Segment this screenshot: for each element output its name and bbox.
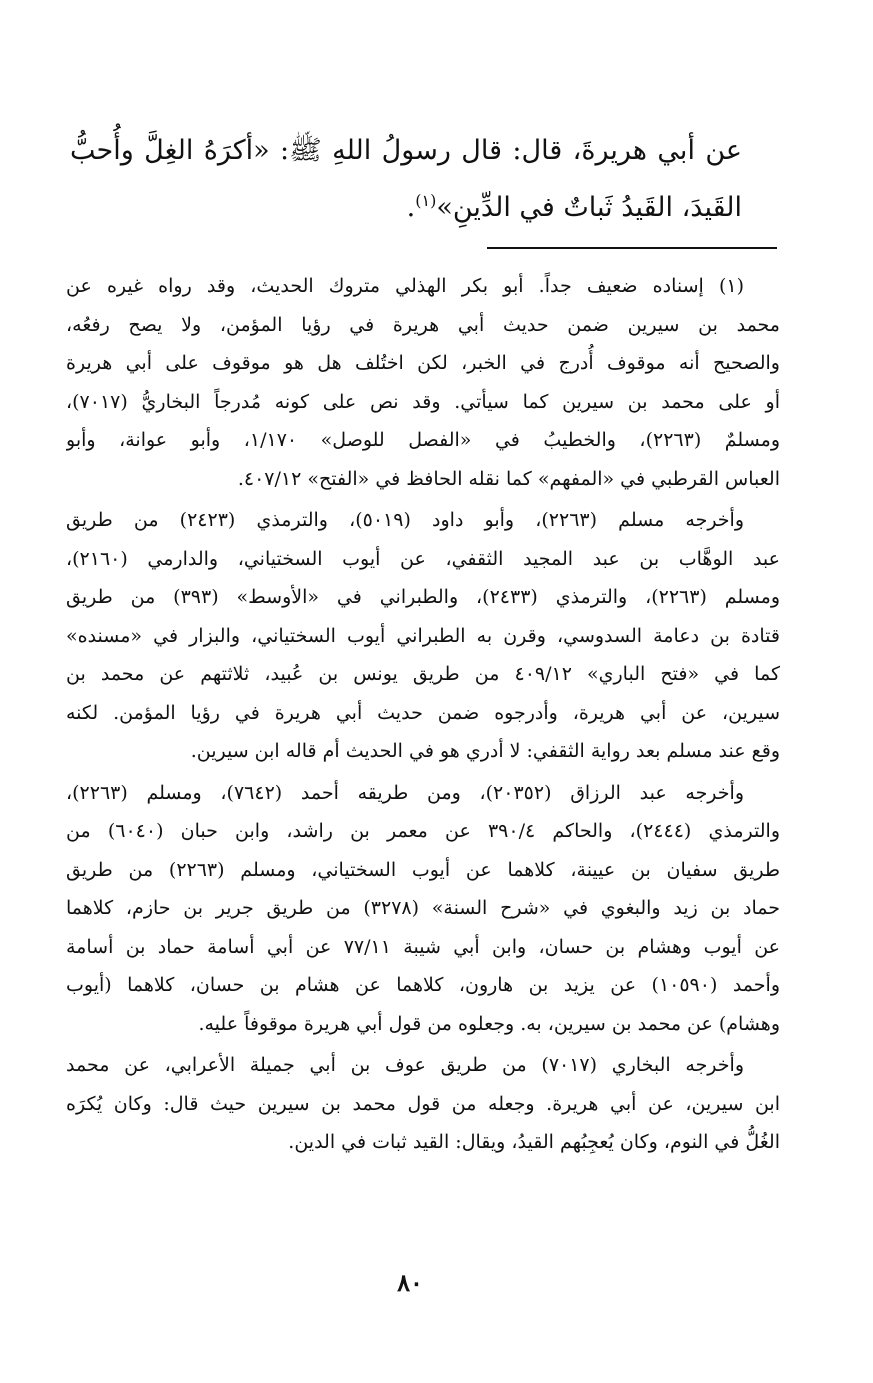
hadith-end-mark: . — [406, 192, 416, 223]
footnote-line: وهشام) عن محمد بن سيرين، به. وجعلوه من قول أبي هريرة موقوفاً عليه. — [198, 1012, 780, 1035]
footnote-separator — [487, 247, 777, 249]
footnote-line: ومسلمٌ (٢٢٦٣)، والخطيبُ في «الفصل للوصل» ١/١٧٠، وأبو عوانة، وأبو — [66, 429, 780, 451]
footnote-line: وقع عند مسلم بعد رواية الثقفي: لا أدري هو في الحديث أم قاله ابن سيرين. — [190, 740, 780, 762]
footnotes-section — [66, 267, 780, 1162]
hadith-text — [70, 122, 742, 236]
footnote-paragraph — [66, 501, 780, 771]
page-number: ٨٠ — [397, 1268, 423, 1297]
footnote-line: عن أيوب وهشام بن حسان، وابن أبي شيبة ٧٧/١١ عن أبي أسامة حماد بن أسامة — [66, 935, 780, 958]
footnote-line: سيرين، عن أبي هريرة، وأدرجوه ضمن حديث أبي هريرة في رؤيا المؤمن. لكنه — [66, 701, 780, 724]
footnote-line: (١) إسناده ضعيف جداً. أبو بكر الهذلي متروك الحديث، وقد رواه غيره عن — [66, 275, 744, 297]
footnote-line: قتادة بن دعامة السدوسي، وقرن به الطبراني أيوب السختياني، والبزار في «مسنده» — [66, 624, 780, 647]
footnote-paragraph — [66, 774, 780, 1044]
footnote-line: وأخرجه البخاري (٧٠١٧) من طريق عوف بن أبي جميلة الأعرابي، عن محمد — [66, 1054, 744, 1076]
footnote-line: والترمذي (٢٤٤٤)، والحاكم ٣٩٠/٤ عن معمر بن راشد، وابن حبان (٦٠٤٠) من — [66, 820, 780, 842]
footnote-line: وأخرجه مسلم (٢٢٦٣)، وأبو داود (٥٠١٩)، والترمذي (٢٤٢٣) من طريق — [66, 509, 744, 531]
hadith-body: عن أبي هريرةَ، قال: قال رسولُ اللهِ ﷺ: «أكرَهُ الغِلَّ وأُحبُّ القَيدَ، القَيدُ ثَباتٌ في الدِّينِ» — [70, 135, 742, 223]
footnote-line: كما في «فتح الباري» ٤٠٩/١٢ من طريق يونس بن عُبيد، ثلاثتهم عن محمد بن — [66, 663, 780, 685]
footnote-line: طريق سفيان بن عيينة، كلاهما عن أيوب السختياني، ومسلم (٢٢٦٣) من طريق — [66, 858, 780, 881]
footnote-line: محمد بن سيرين ضمن حديث أبي هريرة في رؤيا المؤمن، ولا يصح رفعُه، — [66, 313, 780, 336]
footnote-line: ومسلم (٢٢٦٣)، والترمذي (٢٤٣٣)، والطبراني في «الأوسط» (٣٩٣) من طريق — [66, 586, 780, 608]
footnote-line: أو على محمد بن سيرين كما سيأتي. وقد نص على كونه مُدرجاً البخاريُّ (٧٠١٧)، — [66, 390, 780, 413]
footnote-line: وأحمد (١٠٥٩٠) عن يزيد بن هارون، كلاهما عن هشام بن حسان، كلاهما (أيوب — [66, 974, 780, 996]
footnote-line: ابن سيرين، عن أبي هريرة. وجعله من قول محمد بن سيرين حيث قال: وكان يُكرَه — [66, 1092, 780, 1115]
footnote-line: عبد الوهَّاب بن عبد المجيد الثقفي، عن أيوب السختياني، والدارمي (٢١٦٠)، — [66, 547, 780, 570]
footnote-line: العباس القرطبي في «المفهم» كما نقله الحافظ في «الفتح» ٤٠٧/١٢. — [237, 467, 780, 490]
footnote-line: حماد بن زيد والبغوي في «شرح السنة» (٣٢٧٨) من طريق جرير بن حازم، كلاهما — [66, 897, 780, 919]
footnote-line: والصحيح أنه موقوف أُدرج في الخبر، لكن اختُلف هل هو موقوف على أبي هريرة — [66, 352, 780, 374]
footnote-line: وأخرجه عبد الرزاق (٢٠٣٥٢)، ومن طريقه أحمد (٧٦٤٢)، ومسلم (٢٢٦٣)، — [66, 781, 744, 804]
footnote-paragraph — [66, 1046, 780, 1162]
footnote-reference: (١) — [415, 191, 437, 210]
footnote-paragraph — [66, 267, 780, 498]
footnote-line: الغُلُّ في النوم، وكان يُعجِبُهم القيدُ، ويقال: القيد ثبات في الدين. — [288, 1131, 780, 1153]
